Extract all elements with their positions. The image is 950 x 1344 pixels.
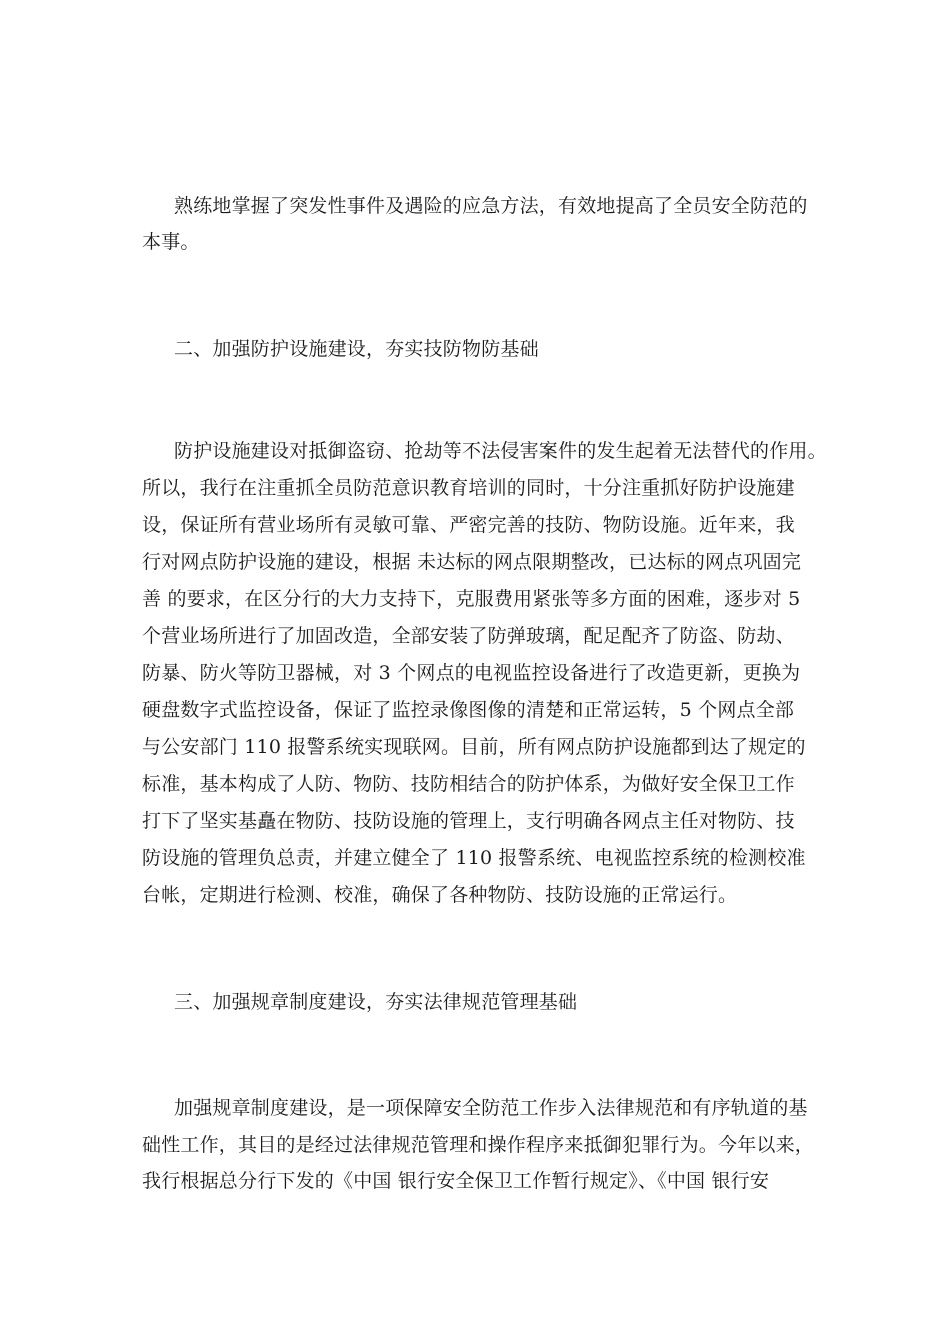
paragraph-2-line-6: 个营业场所进行了加固改造，全部安装了防弹玻璃，配足配齐了防盗、防劫、 [142, 625, 795, 647]
paragraph-3-line-1: 加强规章制度建设，是一项保障安全防范工作步入法律规范和有序轨道的基 [174, 1097, 808, 1119]
paragraph-1-line-2: 本事。 [142, 231, 200, 253]
paragraph-2-line-8: 硬盘数字式监控设备，保证了监控录像图像的清楚和正常运转，5 个网点全部 [142, 699, 795, 721]
section-heading-3: 三、加强规章制度建设，夯实法律规范管理基础 [174, 991, 578, 1013]
paragraph-2-line-5: 善 的要求，在区分行的大力支持下，克服费用紧张等多方面的困难，逐步对 5 [142, 588, 801, 610]
paragraph-3-line-2: 础性工作，其目的是经过法律规范管理和操作程序来抵御犯罪行为。今年以来， [142, 1134, 815, 1156]
paragraph-2-line-3: 设，保证所有营业场所有灵敏可靠、严密完善的技防、物防设施。近年来，我 [142, 514, 795, 536]
paragraph-2-line-11: 打下了坚实基矗在物防、技防设施的管理上，支行明确各网点主任对物防、技 [142, 810, 795, 832]
paragraph-2-line-10: 标准，基本构成了人防、物防、技防相结合的防护体系，为做好安全保卫工作 [142, 773, 795, 795]
section-heading-2: 二、加强防护设施建设，夯实技防物防基础 [174, 338, 539, 360]
paragraph-2-line-2: 所以，我行在注重抓全员防范意识教育培训的同时，十分注重抓好防护设施建 [142, 477, 795, 499]
paragraph-2-line-1: 防护设施建设对抵御盗窃、抢劫等不法侵害案件的发生起着无法替代的作用。 [174, 440, 827, 462]
paragraph-2-line-4: 行对网点防护设施的建设，根据 未达标的网点限期整改，已达标的网点巩固完 [142, 551, 802, 573]
paragraph-2-line-7: 防暴、防火等防卫器械，对 3 个网点的电视监控设备进行了改造更新，更换为 [142, 662, 801, 684]
paragraph-2-line-13: 台帐，定期进行检测、校准，确保了各种物防、技防设施的正常运行。 [142, 884, 738, 906]
paragraph-2-line-9: 与公安部门 110 报警系统实现联网。目前，所有网点防护设施都到达了规定的 [142, 736, 806, 758]
paragraph-2-line-12: 防设施的管理负总责，并建立健全了 110 报警系统、电视监控系统的检测校准 [142, 847, 806, 869]
paragraph-1-line-1: 熟练地掌握了突发性事件及遇险的应急方法，有效地提高了全员安全防范的 [174, 195, 808, 217]
paragraph-3-line-3: 我行根据总分行下发的《中国 银行安全保卫工作暂行规定》、《中国 银行安 [142, 1170, 770, 1192]
